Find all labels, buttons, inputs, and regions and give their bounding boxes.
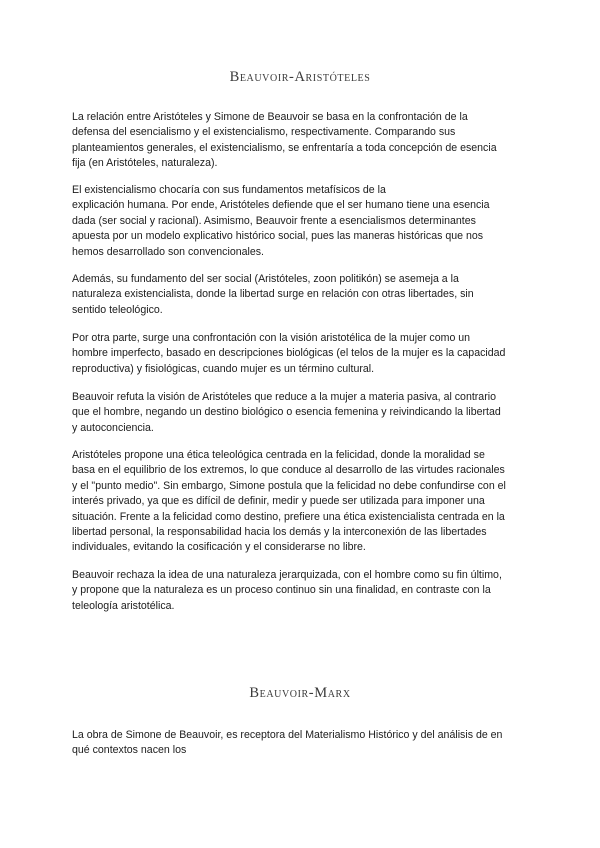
section-title-beauvoir-aristoteles: Beauvoir-Aristóteles xyxy=(229,69,371,85)
text-line: individuales, evitando la cosificación y el considerarse no libre. xyxy=(72,541,366,554)
text-line: La obra de Simone de Beauvoir, es receptora del Materialismo Histórico y del análisis de en xyxy=(72,729,503,741)
text-line: sentido teleológico. xyxy=(72,303,163,316)
text-line: Por otra parte, surge una confrontación con la visión aristotélica de la mujer como un xyxy=(72,332,471,344)
text-line: Aristóteles propone una ética teleológica centrada en la felicidad, donde la moralidad se xyxy=(72,449,485,461)
paragraph xyxy=(72,568,530,614)
text-line: que el hombre, negando un destino biológico o esencia femenina y reivindicando la libertad xyxy=(72,406,501,419)
paragraph xyxy=(72,390,530,436)
text-line: El existencialismo chocaría con sus fundamentos metafísicos de la xyxy=(72,184,386,196)
text-line: apuesta por un modelo explicativo histórico social, pues las maneras históricas que nos xyxy=(72,230,484,243)
text-line: Beauvoir refuta la visión de Aristóteles que reduce a la mujer a materia pasiva, al contrario xyxy=(72,391,496,403)
paragraph xyxy=(72,110,530,172)
paragraph xyxy=(72,728,530,759)
text-line: dada (ser social y racional). Asimismo, Beauvoir frente a esencialismos determinantes xyxy=(72,214,476,227)
text-line: libertad personal, la responsabilidad hacia los demás y la interconexión de las libertades xyxy=(72,526,487,539)
text-line: La relación entre Aristóteles y Simone de Beauvoir se basa en la confrontación de la xyxy=(72,111,468,123)
text-line: fija (en Aristóteles, naturaleza). xyxy=(72,157,218,170)
text-line: explicación humana. Por ende, Aristóteles defiende que el ser humano tiene una esencia xyxy=(72,199,490,212)
text-line: interés privado, ya que es difícil de definir, medir y puede ser utilizada para imponer una xyxy=(72,495,485,508)
paragraph xyxy=(72,272,530,318)
text-line: basa en el equilibrio de los extremos, lo que conduce al desarrollo de las virtudes racionales xyxy=(72,464,505,477)
paragraph xyxy=(72,331,530,377)
text-line: reproductiva) y fisiológicas, cuando mujer es un término cultural. xyxy=(72,362,375,375)
text-line: planteamientos generales, el existencialismo, se enfrentaría a toda concepción de esencia xyxy=(72,141,497,154)
paragraph xyxy=(72,183,530,260)
text-line: Beauvoir rechaza la idea de una naturaleza jerarquizada, con el hombre como su fin último, xyxy=(72,569,502,581)
text-line: teleología aristotélica. xyxy=(72,599,175,612)
text-line: y el "punto medio". Sin embargo, Simone postula que la felicidad no debe confundirse con el xyxy=(72,479,506,492)
section-title-beauvoir-marx: Beauvoir-Marx xyxy=(249,685,351,701)
paragraph xyxy=(72,448,530,556)
text-line: naturaleza existencialista, donde la libertad surge en relación con otras libertades, sin xyxy=(72,288,474,301)
text-line: situación. Frente a la felicidad como destino, prefiere una ética existencialista centrada en la xyxy=(72,510,505,523)
text-line: qué contextos nacen los xyxy=(72,744,187,757)
text-line: Además, su fundamento del ser social (Aristóteles, zoon politikón) se asemeja a la xyxy=(72,273,459,285)
text-line: defensa del esencialismo y el existencialismo, respectivamente. Comparando sus xyxy=(72,126,456,139)
text-line: y propone que la naturaleza es un proceso continuo sin una finalidad, en contraste con la xyxy=(72,584,491,597)
text-line: hombre imperfecto, basado en descripciones biológicas (el telos de la mujer es la capacidad xyxy=(72,347,506,360)
text-line: y autoconciencia. xyxy=(72,421,154,434)
text-line: hemos desarrollado son convencionales. xyxy=(72,245,264,258)
